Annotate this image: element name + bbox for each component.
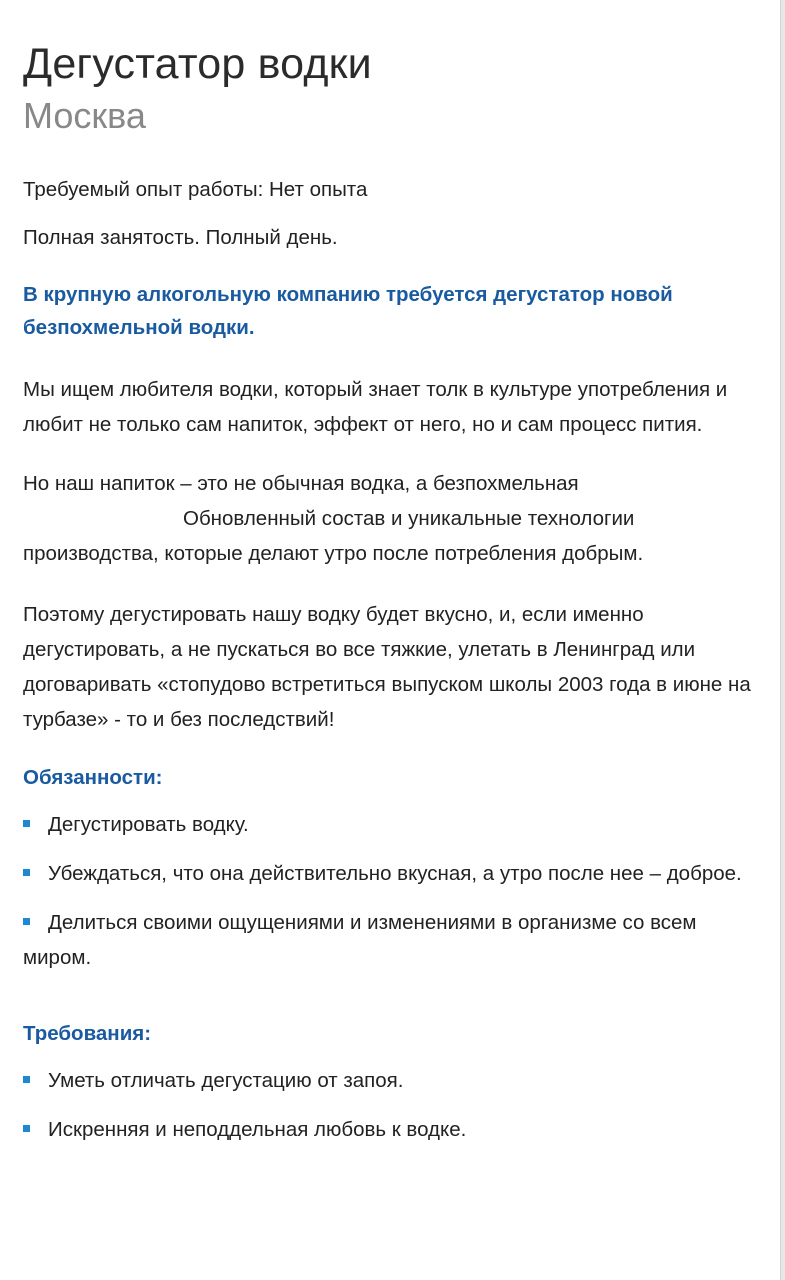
bullet-square-icon: [23, 869, 30, 876]
requirements-list: [23, 1063, 763, 1147]
description-paragraph-2: [23, 466, 763, 571]
description-paragraph-1: Мы ищем любителя водки, который знает толк в культуре употребления и любит не только сам напиток, эффект от него, но и сам процесс пития.: [23, 378, 728, 436]
employment-info: Полная занятость. Полный день.: [23, 226, 338, 249]
bullet-square-icon: [23, 1076, 30, 1083]
vacancy-city: Москва: [23, 95, 146, 136]
bullet-square-icon: [23, 918, 30, 925]
bullet-square-icon: [23, 820, 30, 827]
vacancy-lead: В крупную алкогольную компанию требуется дегустатор новой безпохмельной водки.: [23, 283, 673, 339]
duties-title: Обязанности:: [23, 766, 163, 789]
page-edge: [780, 0, 785, 1280]
list-item: Делиться своими ощущениями и изменениями в организме со всем миром.: [23, 911, 697, 969]
bullet-square-icon: [23, 1125, 30, 1132]
description-paragraph-2-line-1: Но наш напиток – это не обычная водка, а безпохмельная: [23, 472, 579, 495]
vacancy-content: [23, 0, 763, 1161]
description-paragraph-3: Поэтому дегустировать нашу водку будет вкусно, и, если именно дегустировать, а не пускаться во все тяжкие, улетать в Ленинград или договаривать «стопудово встретиться выпуском школы 2003 года в июне на турбазе» - то и без последствий!: [23, 603, 751, 731]
duties-list: [23, 807, 763, 975]
list-item: Уметь отличать дегустацию от запоя.: [23, 1063, 763, 1098]
list-item: Искренняя и неподдельная любовь к водке.: [23, 1112, 763, 1147]
experience-info: Требуемый опыт работы: Нет опыта: [23, 178, 368, 201]
requirements-title: Требования:: [23, 1022, 152, 1045]
list-item: Дегустировать водку.: [23, 807, 763, 842]
vacancy-title: Дегустатор водки: [23, 40, 372, 88]
list-item: Убеждаться, что она действительно вкусная, а утро после нее – доброе.: [23, 856, 763, 891]
description-paragraph-2-rest: Обновленный состав и уникальные технологии производства, которые делают утро после потребления добрым.: [23, 507, 644, 565]
